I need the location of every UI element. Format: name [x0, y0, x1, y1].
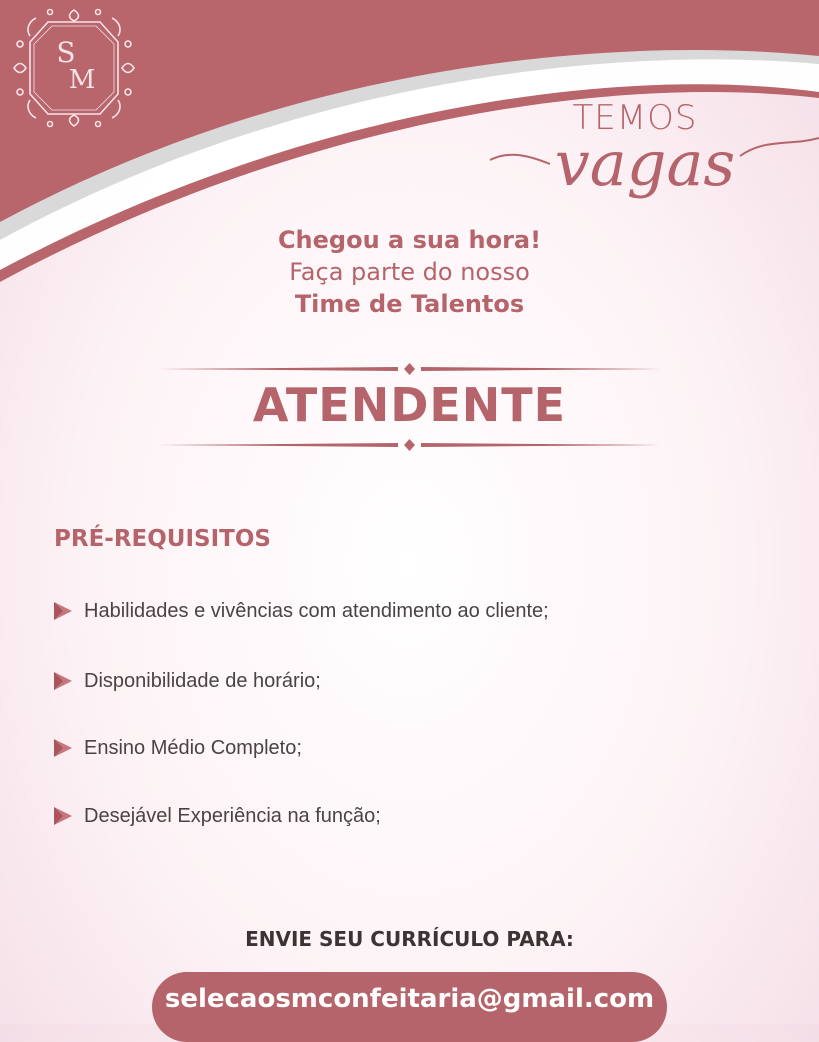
divider-top [158, 362, 661, 376]
triangle-bullet-icon [52, 600, 74, 622]
vagas-text: vagas [554, 127, 736, 200]
divider-bottom [158, 438, 661, 452]
intro-line-2: Faça parte do nosso [289, 258, 530, 286]
requirement-text: Ensino Médio Completo; [84, 736, 302, 759]
send-cv-label: ENVIE SEU CURRÍCULO PARA: [245, 927, 574, 951]
email-pill[interactable] [152, 972, 667, 1042]
triangle-bullet-icon [52, 805, 74, 827]
list-item [52, 733, 302, 763]
headline-vagas [490, 120, 819, 220]
list-item [52, 666, 321, 696]
headline-temos: TEMOS [572, 98, 698, 138]
role-title: ATENDENTE [252, 378, 567, 432]
intro-line-3: Time de Talentos [294, 290, 525, 318]
email-link[interactable]: selecaosmconfeitaria@gmail.com [164, 984, 655, 1014]
list-item [52, 801, 381, 831]
triangle-bullet-icon [52, 737, 74, 759]
requirement-text: Habilidades e vivências com atendimento ao cliente; [84, 599, 549, 622]
logo-monogram-m: M [68, 65, 96, 95]
triangle-bullet-icon [52, 670, 74, 692]
list-item [52, 596, 549, 626]
intro-line-1: Chegou a sua hora! [277, 226, 542, 254]
requirement-text: Desejável Experiência na função; [84, 804, 381, 827]
logo-monogram-s: S [56, 36, 76, 69]
requirements-title: PRÉ-REQUISITOS [54, 526, 271, 552]
logo [6, 4, 142, 132]
requirement-text: Disponibilidade de horário; [84, 669, 321, 692]
